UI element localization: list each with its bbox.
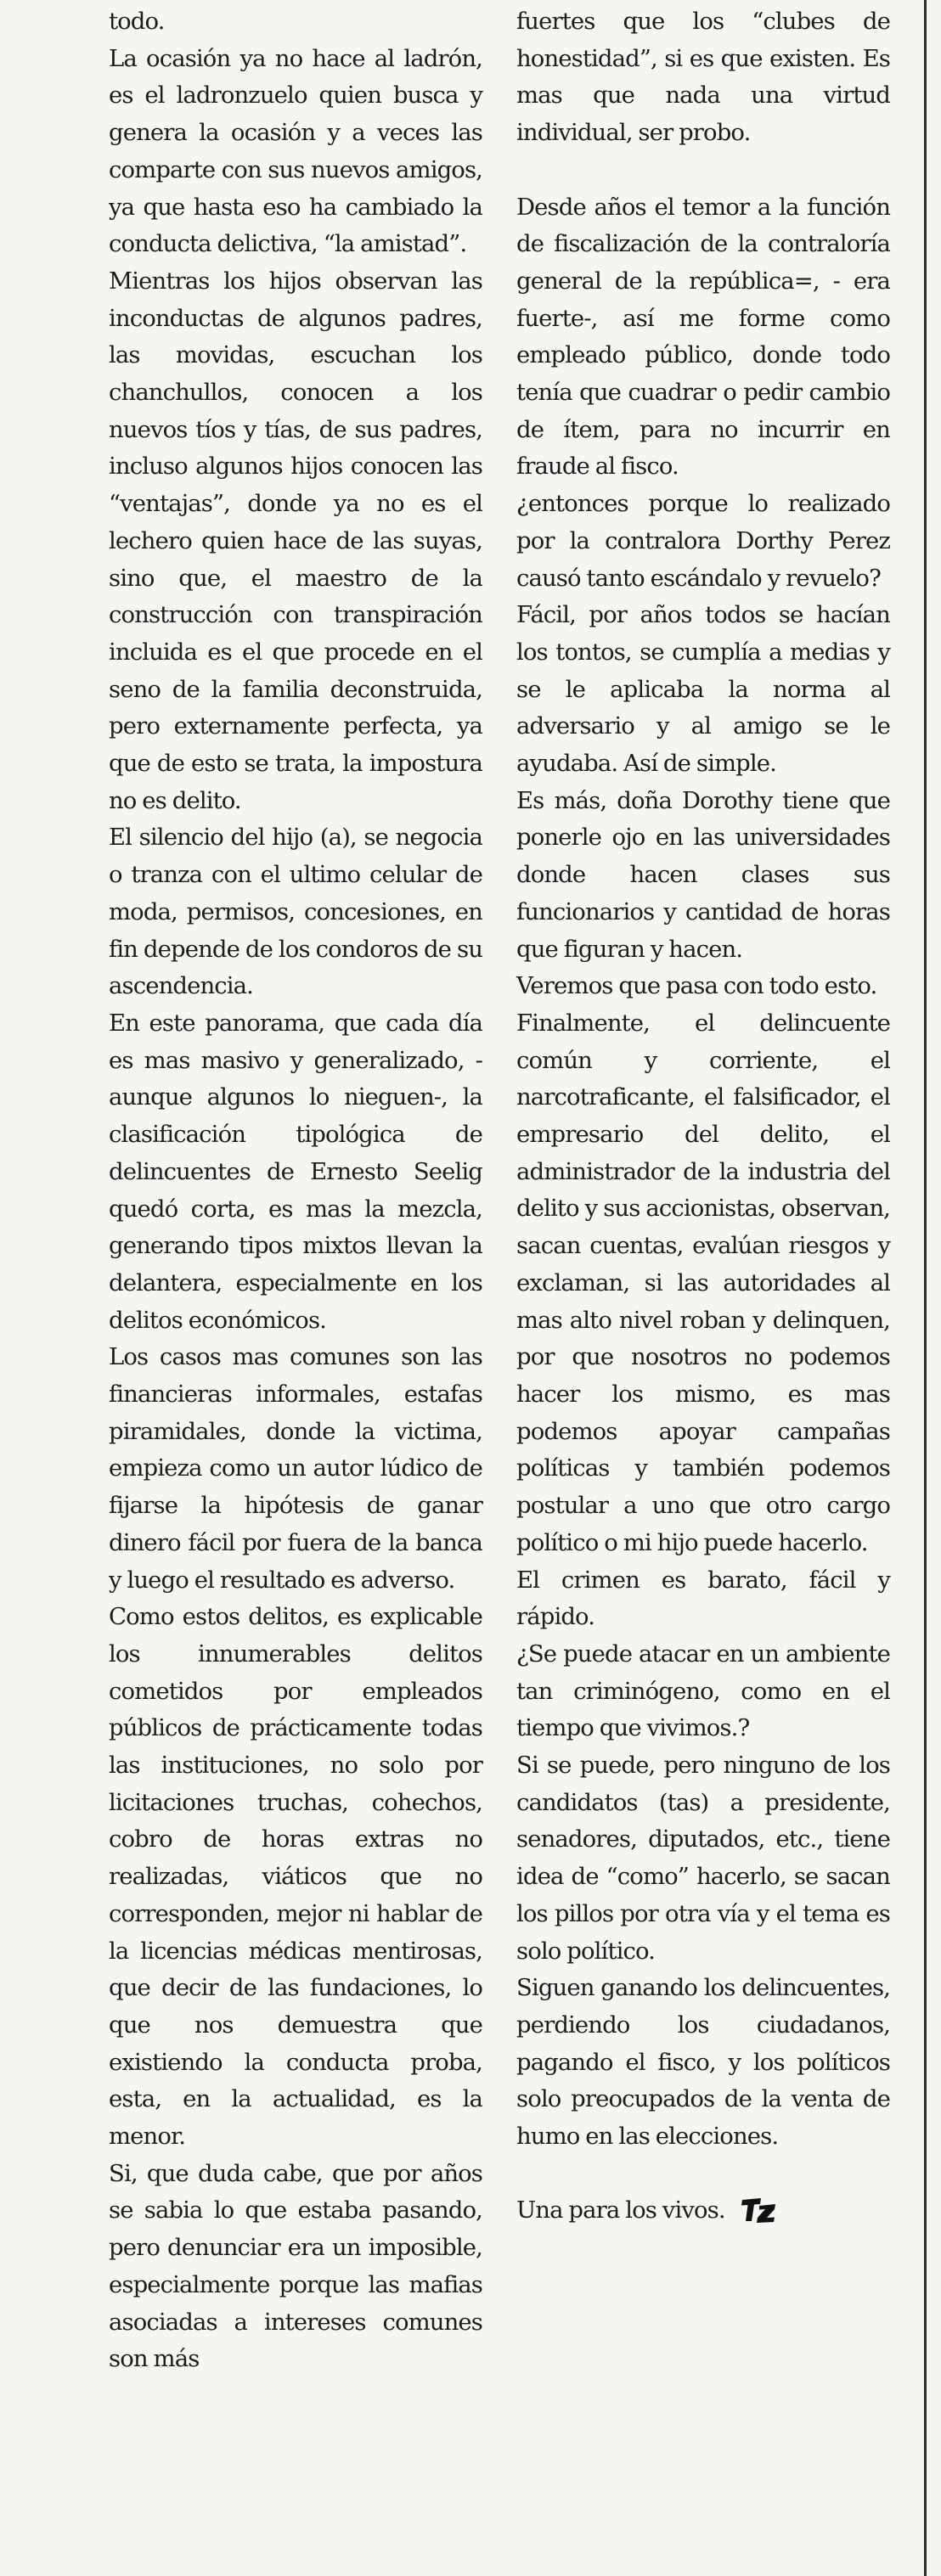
paragraph: Fácil, por años todos se hacían los tontos, se cumplía a medias y se le aplicaba la norma al adversario y al amigo se le ayudaba. Así de simple. xyxy=(516,601,890,778)
column-divider xyxy=(924,0,927,2576)
paragraph: ¿entonces porque lo realizado por la contralora Dorthy Perez causó tanto escándalo y revuelo? xyxy=(516,490,890,592)
paragraph: Si, que duda cabe, que por años se sabia lo que estaba pasando, pero denunciar era un imposible, especialmente porque las mafias asociadas a intereses comunes son más xyxy=(109,2159,482,2373)
paragraph: Como estos delitos, es explicable los innumerables delitos cometidos por empleados públicos de prácticamente todas las instituciones, no solo por licitaciones truchas, cohechos, cobro de horas extras no realizadas, viáticos que no corresponden, mejor ni hablar de la licencias médicas mentirosas, que decir de las fundaciones, lo que nos demuestra que existiendo la conducta proba, esta, en la actualidad, es la menor. xyxy=(109,1603,482,2151)
paragraph: Veremos que pasa con todo esto. xyxy=(516,972,877,1000)
tz-logo-icon xyxy=(741,2195,778,2224)
paragraph: Si se puede, pero ninguno de los candidatos (tas) a presidente, senadores, diputados, etc., tiene idea de “como” hacerlo, se sacan los pillos por otra vía y el tema es solo político. xyxy=(516,1752,890,1965)
closing-text: Una para los vivos. xyxy=(516,2196,725,2224)
article-column-right xyxy=(516,3,890,2230)
paragraph: La ocasión ya no hace al ladrón, es el ladronzuelo quien busca y genera la ocasión y a veces las comparte con sus nuevos amigos, ya que hasta eso ha cambiado la conducta delictiva, “la amistad”. xyxy=(109,44,482,258)
paragraph: Siguen ganando los delincuentes, perdiendo los ciudadanos, pagando el fisco, y los políticos solo preocupados de la venta de humo en las elecciones. xyxy=(516,1974,890,2151)
paragraph: En este panorama, que cada día es mas masivo y generalizado, -aunque algunos lo nieguen-, la clasificación tipológica de delincuentes de Ernesto Seelig quedó corta, es mas la mezcla, generando tipos mixtos llevan la delantera, especialmente en los delitos económicos. xyxy=(109,1009,482,1334)
paragraph: Mientras los hijos observan las inconductas de algunos padres, las movidas, escuchan los chanchullos, conocen a los nuevos tíos y tías, de sus padres, incluso algunos hijos conocen las “ventajas”, donde ya no es el lechero quien hace de las suyas, sino que, el maestro de la construcción con transpiración incluida es el que procede en el seno de la familia deconstruida, pero externamente perfecta, ya que de esto se trata, la impostura no es delito. xyxy=(109,267,482,814)
paragraph: El silencio del hijo (a), se negocia o tranza con el ultimo celular de moda, permisos, concesiones, en fin depende de los condoros de su ascendencia. xyxy=(109,824,482,1000)
paragraph: fuertes que los “clubes de honestidad”, si es que existen. Es mas que nada una virtud individual, ser probo. xyxy=(516,8,890,147)
paragraph: Los casos mas comunes son las financieras informales, estafas piramidales, donde la victima, empieza como un autor lúdico de fijarse la hipótesis de ganar dinero fácil por fuera de la banca y luego el resultado es adverso. xyxy=(109,1343,482,1594)
article-column-left xyxy=(109,3,482,2378)
closing-line xyxy=(516,2192,890,2230)
paragraph: todo. xyxy=(109,8,165,35)
paragraph: Es más, doña Dorothy tiene que ponerle ojo en las universidades donde hacen clases sus funcionarios y cantidad de horas que figuran y hacen. xyxy=(516,786,890,963)
paragraph: Finalmente, el delincuente común y corriente, el narcotraficante, el falsificador, el empresario del delito, el administrador de la industria del delito y sus accionistas, observan, sacan cuentas, evalúan riesgos y exclaman, si las autoridades al mas alto nivel roban y delinquen, por que nosotros no podemos hacer los mismo, es mas podemos apoyar campañas políticas y también podemos postular a uno que otro cargo político o mi hijo puede hacerlo. xyxy=(516,1009,890,1556)
paragraph: El crimen es barato, fácil y rápido. xyxy=(516,1566,890,1631)
paragraph: ¿Se puede atacar en un ambiente tan criminógeno, como en el tiempo que vivimos.? xyxy=(516,1640,890,1742)
paragraph: Desde años el temor a la función de fiscalización de la contraloría general de la república=, - era fuerte-, así me forme como empleado público, donde todo tenía que cuadrar o pedir cambio de ítem, para no incurrir en fraude al fisco. xyxy=(516,193,890,481)
